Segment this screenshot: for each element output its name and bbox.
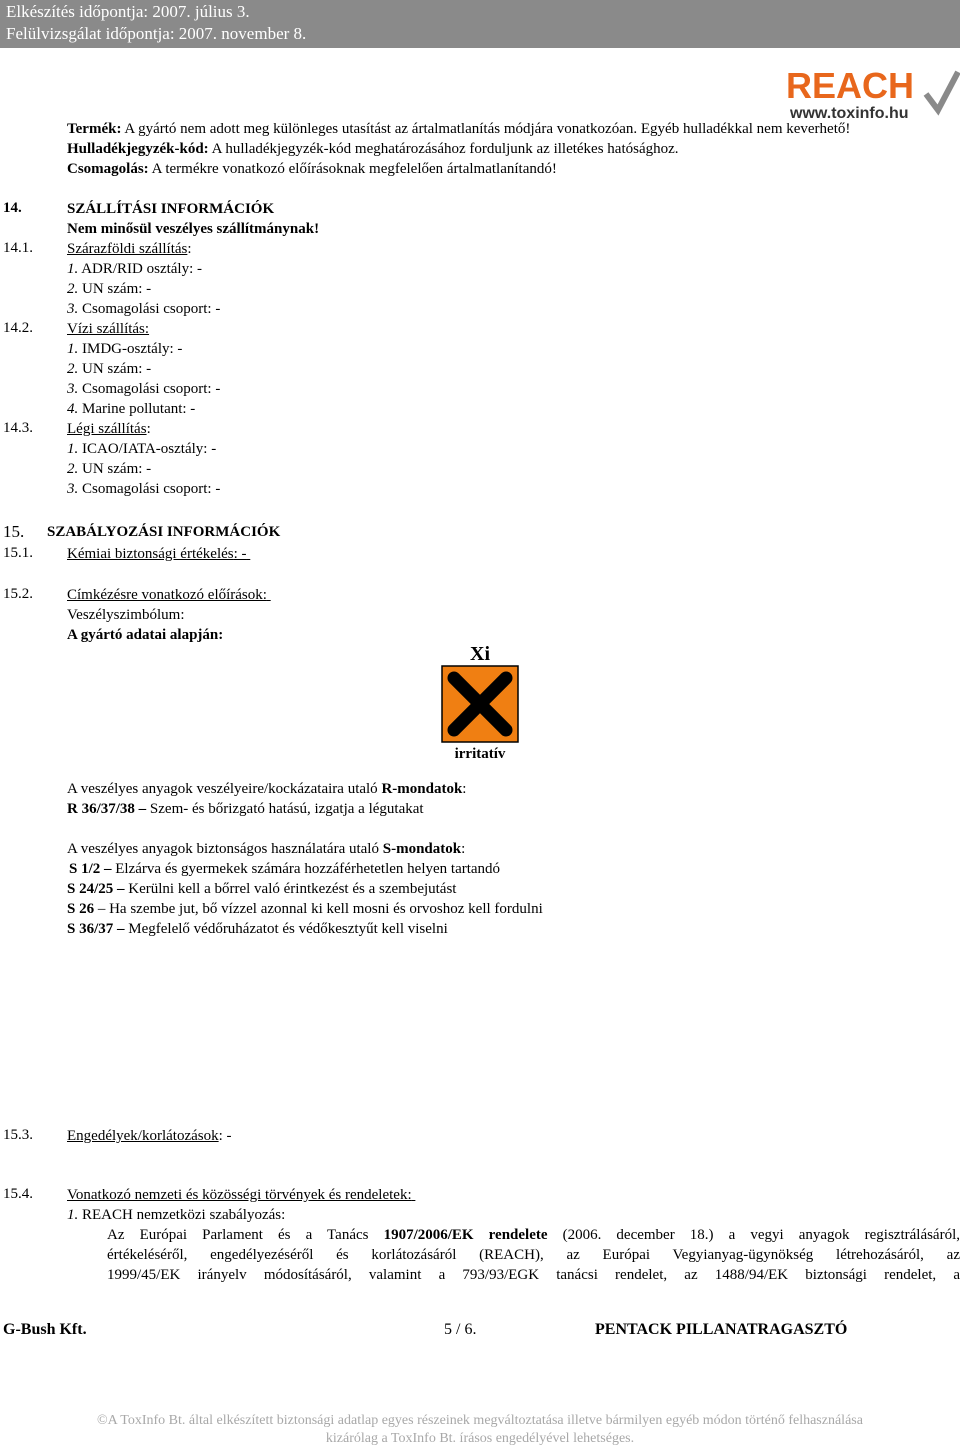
reach-paragraph-line: 1999/45/EK irányelv módosításáról, valamint a 793/93/EGK tanácsi rendelet, az 1488/94/EK biztonsági rendelet, a [107, 1267, 960, 1283]
r-phrases-intro: A veszélyes anyagok veszélyeire/kockázataira utaló R-mondatok: [67, 781, 467, 797]
disposal-packaging: Csomagolás: A termékre vonatkozó előírásoknak megfelelően ártalmatlanítandó! [67, 161, 557, 177]
hazard-pictogram [440, 642, 520, 762]
footer-product: PENTACK PILLANATRAGASZTÓ [595, 1321, 848, 1338]
manufacturer-data-label: A gyártó adatai alapján: [67, 627, 224, 643]
section-15-number: 15. [3, 522, 25, 541]
legislation-title: Vonatkozó nemzeti és közösségi törvények és rendeletek: [67, 1187, 412, 1203]
footer-company: G-Bush Kft. [3, 1321, 87, 1338]
hazard-symbol-label: Veszélyszimbólum: [67, 607, 185, 623]
section-14-3-number: 14.3. [3, 420, 33, 436]
section-15-title: SZABÁLYOZÁSI INFORMÁCIÓK [47, 524, 281, 540]
list-item: 1. ICAO/IATA-osztály: - [67, 441, 217, 457]
logo-check-icon [926, 72, 958, 110]
section-15-2-number: 15.2. [3, 586, 33, 602]
list-item: 2. UN szám: - [67, 361, 152, 377]
section-14-title: SZÁLLÍTÁSI INFORMÁCIÓK [67, 201, 275, 217]
logo-brand-text: REACH [786, 65, 915, 106]
chemical-safety-assessment: Kémiai biztonsági értékelés: - [67, 546, 247, 562]
list-item: 1. REACH nemzetközi szabályozás: [67, 1207, 286, 1223]
s-phrases-intro: A veszélyes anyagok biztonságos használatára utaló S-mondatok: [67, 841, 466, 857]
hazard-code-text: Xi [470, 643, 490, 665]
hazard-name-text: irritatív [454, 746, 506, 762]
s-phrase: S 36/37 – Megfelelő védőruházatot és védőkesztyűt kell viselni [67, 921, 448, 937]
r-phrase: R 36/37/38 – Szem- és bőrizgató hatású, izgatja a légutakat [67, 801, 424, 817]
authorisations-title: Engedélyek/korlátozások: - [67, 1128, 232, 1144]
logo-url-text: www.toxinfo.hu [790, 105, 909, 122]
list-item: 3. Csomagolási csoport: - [67, 301, 221, 317]
air-transport-title: Légi szállítás: [67, 421, 151, 437]
section-14-note: Nem minősül veszélyes szállítmánynak! [67, 221, 320, 237]
water-transport-title: Vízi szállítás: [67, 321, 150, 337]
header-bar [0, 0, 960, 48]
section-15-4-number: 15.4. [3, 1186, 33, 1202]
list-item: 2. UN szám: - [67, 461, 152, 477]
list-item: 3. Csomagolási csoport: - [67, 481, 221, 497]
section-14-1-number: 14.1. [3, 240, 33, 256]
section-14-2-number: 14.2. [3, 320, 33, 336]
s-phrase: S 1/2 – Elzárva és gyermekek számára hozzáférhetetlen helyen tartandó [69, 861, 501, 877]
disposal-product: Termék: A gyártó nem adott meg különleges utasítást az ártalmatlanítás módjára vonatkozóan. Egyéb hulladékkal nem keverhető! [67, 121, 851, 137]
section-15-1-number: 15.1. [3, 545, 33, 561]
reach-logo [786, 64, 960, 122]
s-phrase: S 24/25 – Kerülni kell a bőrrel való érintkezést és a szembejutást [67, 881, 457, 897]
copyright-line: ©A ToxInfo Bt. által elkészített biztonsági adatlap egyes részeinek megváltoztatása illetve bármilyen egyéb módon történő felhasználása [97, 1413, 863, 1428]
section-15-3-number: 15.3. [3, 1127, 33, 1143]
list-item: 2. UN szám: - [67, 281, 152, 297]
revised-date: Felülvizsgálat időpontja: 2007. november 8. [6, 24, 307, 43]
list-item: 3. Csomagolási csoport: - [67, 381, 221, 397]
list-item: 1. IMDG-osztály: - [67, 341, 183, 357]
disposal-waste-code: Hulladékjegyzék-kód: A hulladékjegyzék-kód meghatározásához forduljunk az illetékes hatósághoz. [67, 141, 679, 157]
section-14-number: 14. [3, 200, 22, 216]
created-date: Elkészítés időpontja: 2007. július 3. [6, 2, 250, 21]
list-item: 1. ADR/RID osztály: - [67, 261, 203, 277]
copyright-line: kizárólag a ToxInfo Bt. írásos engedélyével lehetséges. [325, 1431, 635, 1446]
labelling-title: Címkézésre vonatkozó előírások: [67, 587, 267, 603]
list-item: 4. Marine pollutant: - [67, 401, 196, 417]
land-transport-title: Szárazföldi szállítás: [67, 241, 192, 257]
reach-paragraph-line: értékeléséről, engedélyezéséről és korlátozásáról (REACH), az Európai Vegyianyag-ügynökség létrehozásáról, az [107, 1247, 960, 1263]
footer-page-number: 5 / 6. [444, 1321, 477, 1338]
s-phrase: S 26 – Ha szembe jut, bő vízzel azonnal ki kell mosni és orvoshoz kell fordulni [67, 901, 543, 917]
reach-paragraph-line: Az Európai Parlament és a Tanács 1907/2006/EK rendelete (2006. december 18.) a vegyi anyagok regisztrálásáról, [107, 1227, 960, 1243]
